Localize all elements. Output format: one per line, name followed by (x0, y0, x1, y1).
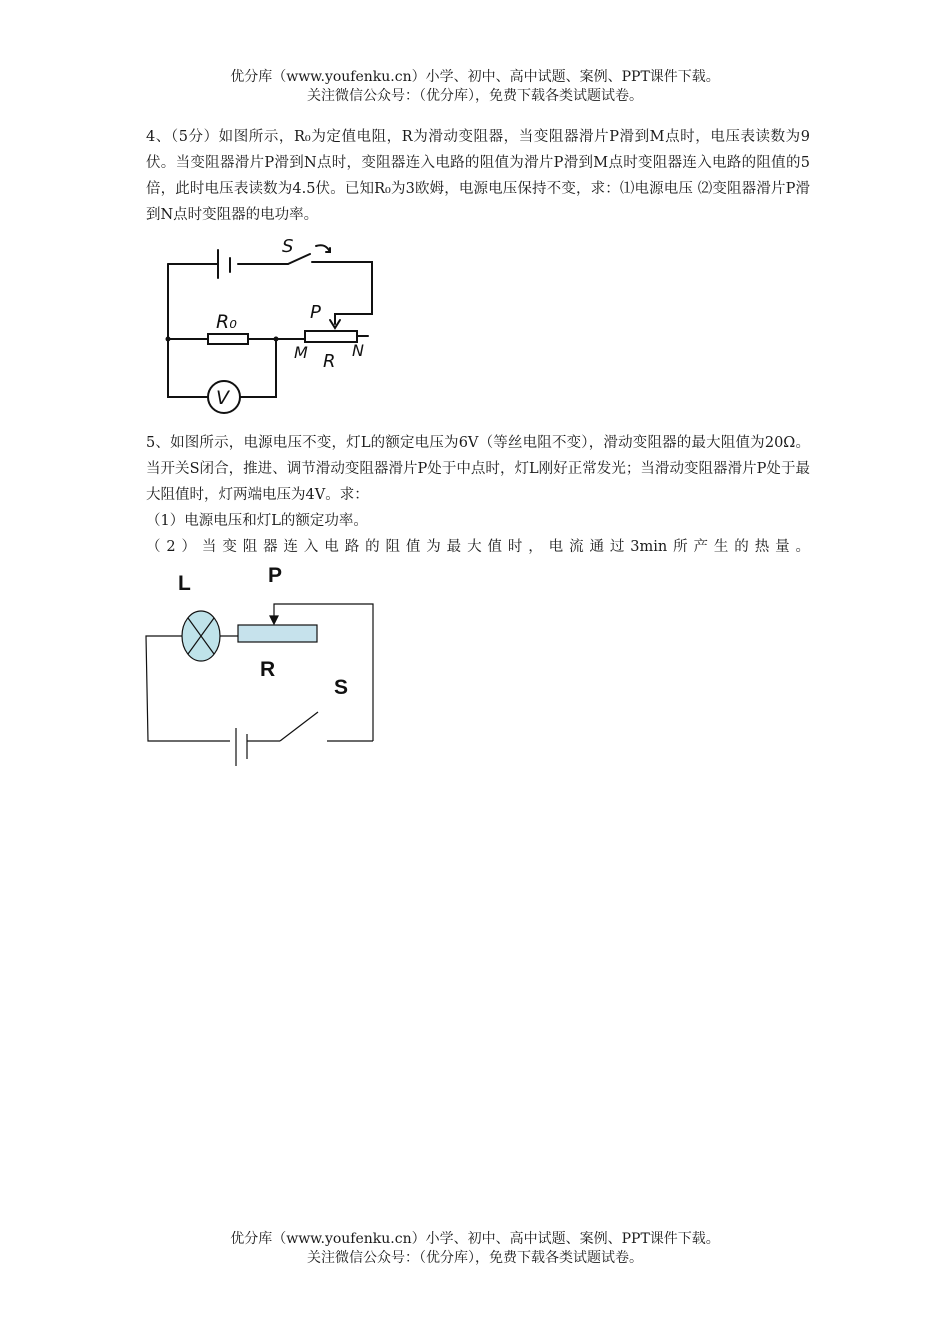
question-5-intro: 5、如图所示，电源电压不变，灯L的额定电压为6V（等丝电阻不变），滑动变阻器的最大阻值为20Ω。当开关S闭合，推进、调节滑动变阻器滑片P处于中点时，灯L刚好正常发光；当滑动变阻器滑片P处于最大阻值时，灯两端电压为4V。求： (146, 435, 810, 503)
page-header (0, 68, 950, 106)
label-slider-p: P (310, 302, 321, 323)
page-footer (0, 1230, 950, 1268)
label-switch-s: S (282, 236, 294, 257)
label-rheostat-r: R (323, 351, 336, 372)
label-n: N (352, 341, 364, 360)
question-5-part-2: （2）当变阻器连入电路的阻值为最大值时，电流通过3min所产生的热量。 (146, 539, 810, 555)
label-r0: R₀ (216, 311, 237, 333)
voltmeter-label: V (216, 387, 229, 409)
label-m: M (294, 343, 308, 362)
circuit-diagram-5 (140, 560, 380, 770)
label-slider-p: P (268, 564, 283, 587)
question-4 (146, 124, 810, 228)
header-line-2: 关注微信公众号：（优分库），免费下载各类试题试卷。 (307, 88, 643, 104)
question-4-text: 4、（5分）如图所示，R₀为定值电阻，R为滑动变阻器，当变阻器滑片P滑到M点时，电压表读数为9伏。当变阻器滑片P滑到N点时，变阻器连入电路的阻值为滑片P滑到M点时变阻器连入电路的阻值的5倍，此时电压表读数为4.5伏。已知R₀为3欧姆，电源电压保持不变，求：⑴电源电压 ⑵变阻器滑片P滑到N点时变阻器的电功率。 (146, 129, 810, 223)
circuit-diagram-4 (160, 232, 385, 412)
question-5-part-1: （1）电源电压和灯L的额定功率。 (146, 513, 368, 529)
label-rheostat-r: R (260, 658, 276, 681)
label-switch-s: S (334, 676, 349, 699)
header-line-1: 优分库（www.youfenku.cn）小学、初中、高中试题、案例、PPT课件下载。 (230, 69, 720, 85)
footer-line-1: 优分库（www.youfenku.cn）小学、初中、高中试题、案例、PPT课件下载。 (230, 1231, 720, 1247)
footer-line-2: 关注微信公众号：（优分库），免费下载各类试题试卷。 (307, 1250, 643, 1266)
question-5 (146, 430, 810, 560)
label-lamp-l: L (178, 572, 191, 595)
